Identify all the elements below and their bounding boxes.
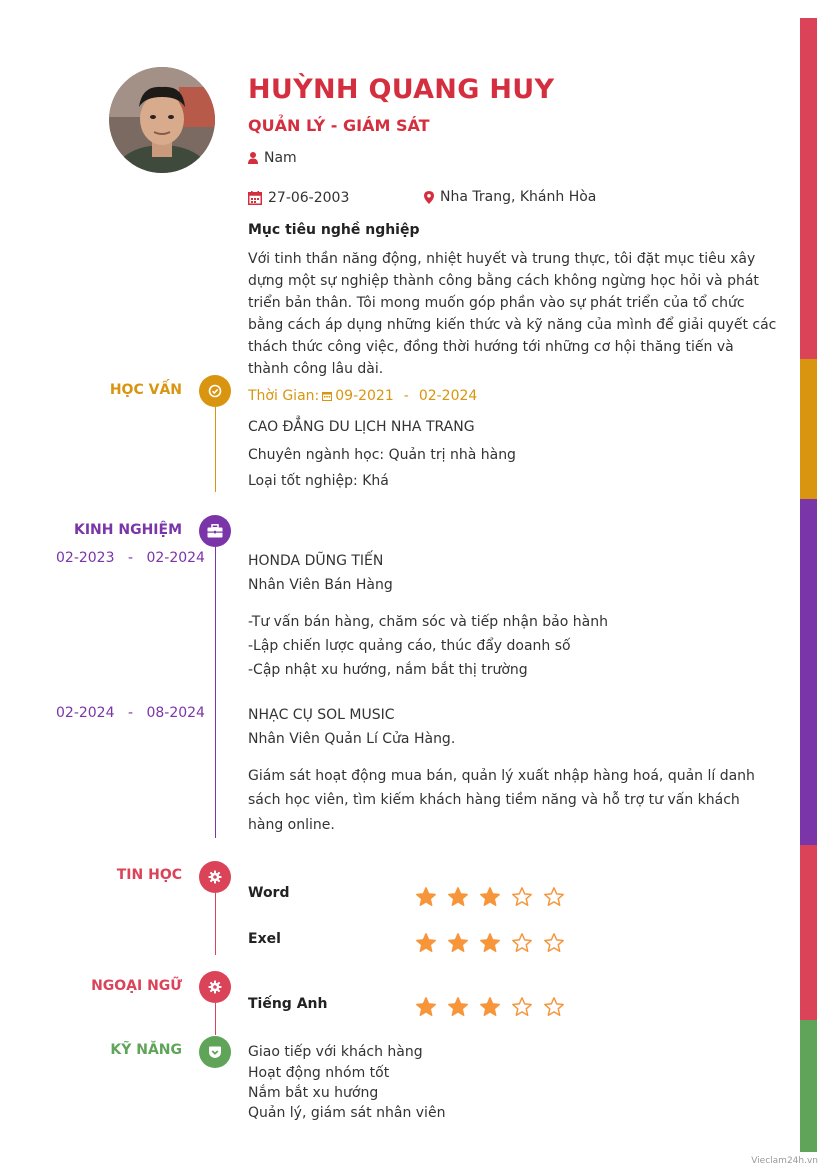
calendar-icon: [322, 391, 332, 401]
star-filled-icon: [415, 886, 437, 908]
footer-brand: Vieclam24h.vn: [751, 1156, 818, 1166]
shield-check-icon: [208, 1045, 222, 1059]
skill-name: Word: [248, 885, 290, 901]
job-sep: -: [127, 705, 134, 721]
job-duty: -Lập chiến lược quảng cáo, thúc đẩy doanh số: [248, 638, 571, 654]
job-company: NHẠC CỤ SOL MUSIC: [248, 707, 395, 723]
skill-item: Quản lý, giám sát nhân viên: [248, 1105, 446, 1121]
job-duty: sách học viên, tìm kiếm khách hàng tiềm năng và hỗ trợ tư vấn khách: [248, 792, 740, 808]
education-section-icon: [199, 375, 231, 407]
job-title: QUẢN LÝ - GIÁM SÁT: [248, 116, 430, 135]
star-filled-icon: [415, 932, 437, 954]
job-start: 02-2023: [56, 550, 115, 566]
candidate-name: HUỲNH QUANG HUY: [248, 74, 555, 105]
education-major: Chuyên ngành học: Quản trị nhà hàng: [248, 447, 516, 463]
skills-section-icon: [199, 1036, 231, 1068]
star-empty-icon: [511, 932, 533, 954]
job-duty: -Tư vấn bán hàng, chăm sóc và tiếp nhận bảo hành: [248, 614, 608, 630]
skill-rating: [415, 886, 565, 908]
experience-timeline: [215, 547, 216, 838]
education-school: CAO ĐẲNG DU LỊCH NHA TRANG: [248, 419, 475, 435]
skill-name: Exel: [248, 931, 281, 947]
language-rating: [415, 996, 565, 1018]
language-label: NGOẠI NGỮ: [91, 978, 182, 994]
education-timeline: [215, 407, 216, 492]
birthdate-text: 27-06-2003: [268, 190, 350, 206]
gender-text: Nam: [264, 150, 297, 166]
gear-icon: [208, 980, 222, 994]
star-filled-icon: [479, 996, 501, 1018]
gear-icon: [208, 870, 222, 884]
education-sep: -: [403, 388, 409, 404]
education-period: [248, 388, 477, 404]
skills-label: KỸ NĂNG: [110, 1042, 182, 1058]
color-bar-purple: [800, 499, 817, 845]
star-empty-icon: [511, 996, 533, 1018]
color-bar-gold: [800, 359, 817, 499]
star-empty-icon: [543, 996, 565, 1018]
star-empty-icon: [543, 932, 565, 954]
education-end: 02-2024: [418, 388, 478, 404]
job-duty: Giám sát hoạt động mua bán, quản lý xuất nhập hàng hoá, quản lí danh: [248, 768, 755, 784]
language-section-icon: [199, 971, 231, 1003]
birthdate-info: [248, 190, 349, 206]
star-filled-icon: [447, 886, 469, 908]
star-filled-icon: [415, 996, 437, 1018]
briefcase-icon: [207, 524, 223, 538]
computer-label: TIN HỌC: [116, 867, 182, 883]
star-filled-icon: [479, 932, 501, 954]
job-company: HONDA DŨNG TIẾN: [248, 553, 384, 569]
language-name: Tiếng Anh: [248, 996, 328, 1012]
education-label: HỌC VẤN: [109, 382, 182, 398]
education-start: 09-2021: [335, 388, 394, 404]
skill-item: Hoạt động nhóm tốt: [248, 1065, 390, 1081]
star-filled-icon: [479, 886, 501, 908]
user-icon: [248, 152, 258, 164]
color-bar-pink: [800, 845, 817, 1020]
map-marker-icon: [424, 191, 434, 204]
skill-rating: [415, 932, 565, 954]
star-filled-icon: [447, 932, 469, 954]
job-period: [56, 705, 205, 721]
skill-item: Giao tiếp với khách hàng: [248, 1044, 423, 1060]
job-end: 02-2024: [146, 550, 205, 566]
calendar-icon: [248, 191, 262, 205]
skill-item: Nắm bắt xu hướng: [248, 1085, 379, 1101]
check-circle-icon: [208, 384, 222, 398]
job-position: Nhân Viên Quản Lí Cửa Hàng.: [248, 731, 456, 747]
objective-text: Với tinh thần năng động, nhiệt huyết và trung thực, tôi đặt mục tiêu xây dựng một sự nghiệp thành công bằng cách không ngừng học hỏi và phát triển bản thân. Tôi mong muốn góp phần vào sự phát triển của tổ chức bằng cách áp dụng những kiến thức và kỹ năng của mình để giải quyết các thách thức công việc, đồng thời hướng tới những cơ hội thăng tiến và thành công lâu dài.: [248, 251, 777, 377]
color-bar-green: [800, 1020, 817, 1152]
location-text: Nha Trang, Khánh Hòa: [440, 189, 597, 205]
experience-section-icon: [199, 515, 231, 547]
job-duty: -Cập nhật xu hướng, nắm bắt thị trường: [248, 662, 528, 678]
language-timeline: [215, 1003, 216, 1035]
job-end: 08-2024: [146, 705, 205, 721]
star-empty-icon: [543, 886, 565, 908]
gender-info: [248, 150, 297, 166]
computer-section-icon: [199, 861, 231, 893]
objective-title: Mục tiêu nghề nghiệp: [248, 222, 420, 238]
education-time-label: Thời Gian:: [248, 388, 320, 404]
job-start: 02-2024: [56, 705, 115, 721]
experience-label: KINH NGHIỆM: [74, 522, 182, 538]
avatar: [109, 67, 215, 173]
job-sep: -: [127, 550, 134, 566]
job-period: [56, 550, 205, 566]
education-grade: Loại tốt nghiệp: Khá: [248, 473, 389, 489]
job-duty: hàng online.: [248, 817, 335, 833]
computer-timeline: [215, 893, 216, 955]
star-filled-icon: [447, 996, 469, 1018]
location-info: [424, 189, 596, 205]
color-bar-red: [800, 18, 817, 359]
job-position: Nhân Viên Bán Hàng: [248, 577, 393, 593]
star-empty-icon: [511, 886, 533, 908]
